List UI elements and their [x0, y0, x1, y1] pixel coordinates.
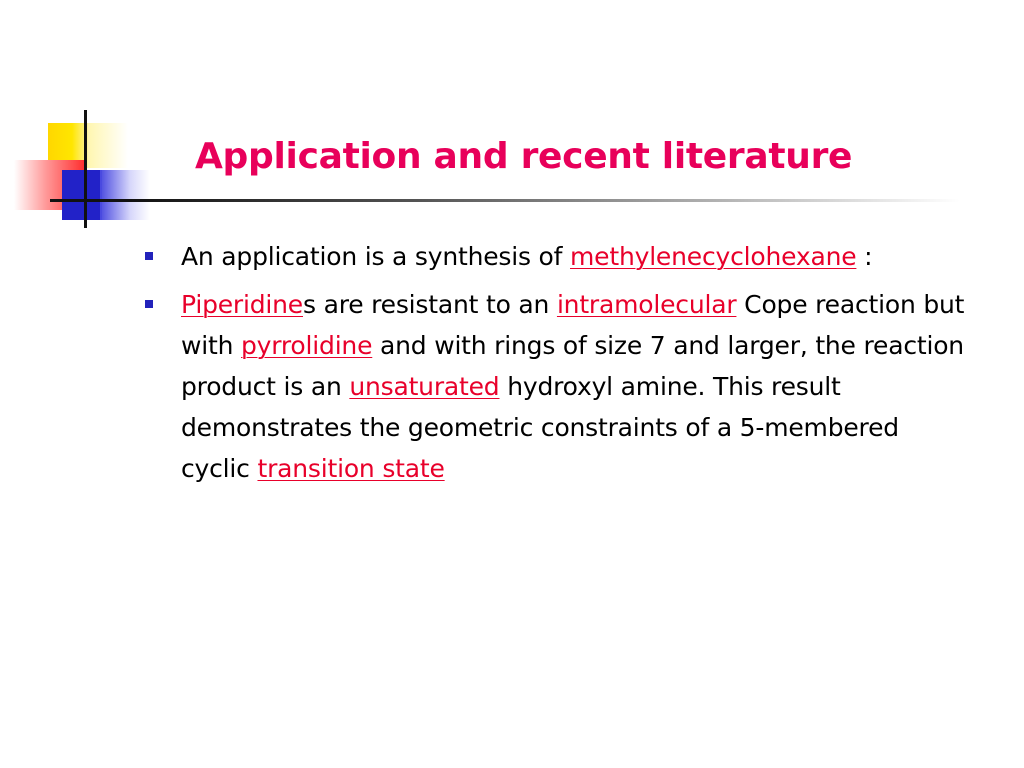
bullet-2-text-3: and with rings of size 7 and larger, the reaction product is an — [181, 331, 964, 401]
title-underline-rule — [130, 199, 960, 202]
link-pyrrolidine[interactable]: pyrrolidine — [241, 331, 373, 360]
bullet-list — [145, 236, 975, 496]
link-unsaturated[interactable]: unsaturated — [349, 372, 500, 401]
link-transition-state[interactable]: transition state — [257, 454, 445, 483]
horizontal-line-decoration — [50, 199, 134, 202]
bullet-2-text-1: s are resistant to an — [303, 290, 557, 319]
link-intramolecular[interactable]: intramolecular — [556, 290, 737, 319]
bullet-2-text-4: hydroxyl amine. This result demonstrates the geometric constraints of a 5-membered cyclic — [181, 372, 899, 483]
yellow-fade-decoration — [88, 123, 128, 168]
link-methylenecyclohexane[interactable]: methylenecyclohexane — [570, 242, 857, 271]
blue-square-decoration — [62, 170, 102, 220]
bullet-item-2 — [145, 284, 975, 489]
blue-fade-decoration — [100, 170, 150, 220]
bullet-2-text-2: Cope reaction but with — [181, 290, 965, 360]
link-piperidine[interactable]: Piperidine — [181, 290, 303, 319]
slide-title: Application and recent literature — [195, 136, 853, 177]
bullet-item-1 — [145, 236, 975, 277]
bullet-1-text-2: : — [856, 242, 873, 271]
vertical-line-decoration — [84, 110, 87, 228]
bullet-1-text-1: An application is a synthesis of — [181, 242, 571, 271]
square-bullet-icon — [145, 300, 153, 308]
square-bullet-icon — [145, 252, 153, 260]
